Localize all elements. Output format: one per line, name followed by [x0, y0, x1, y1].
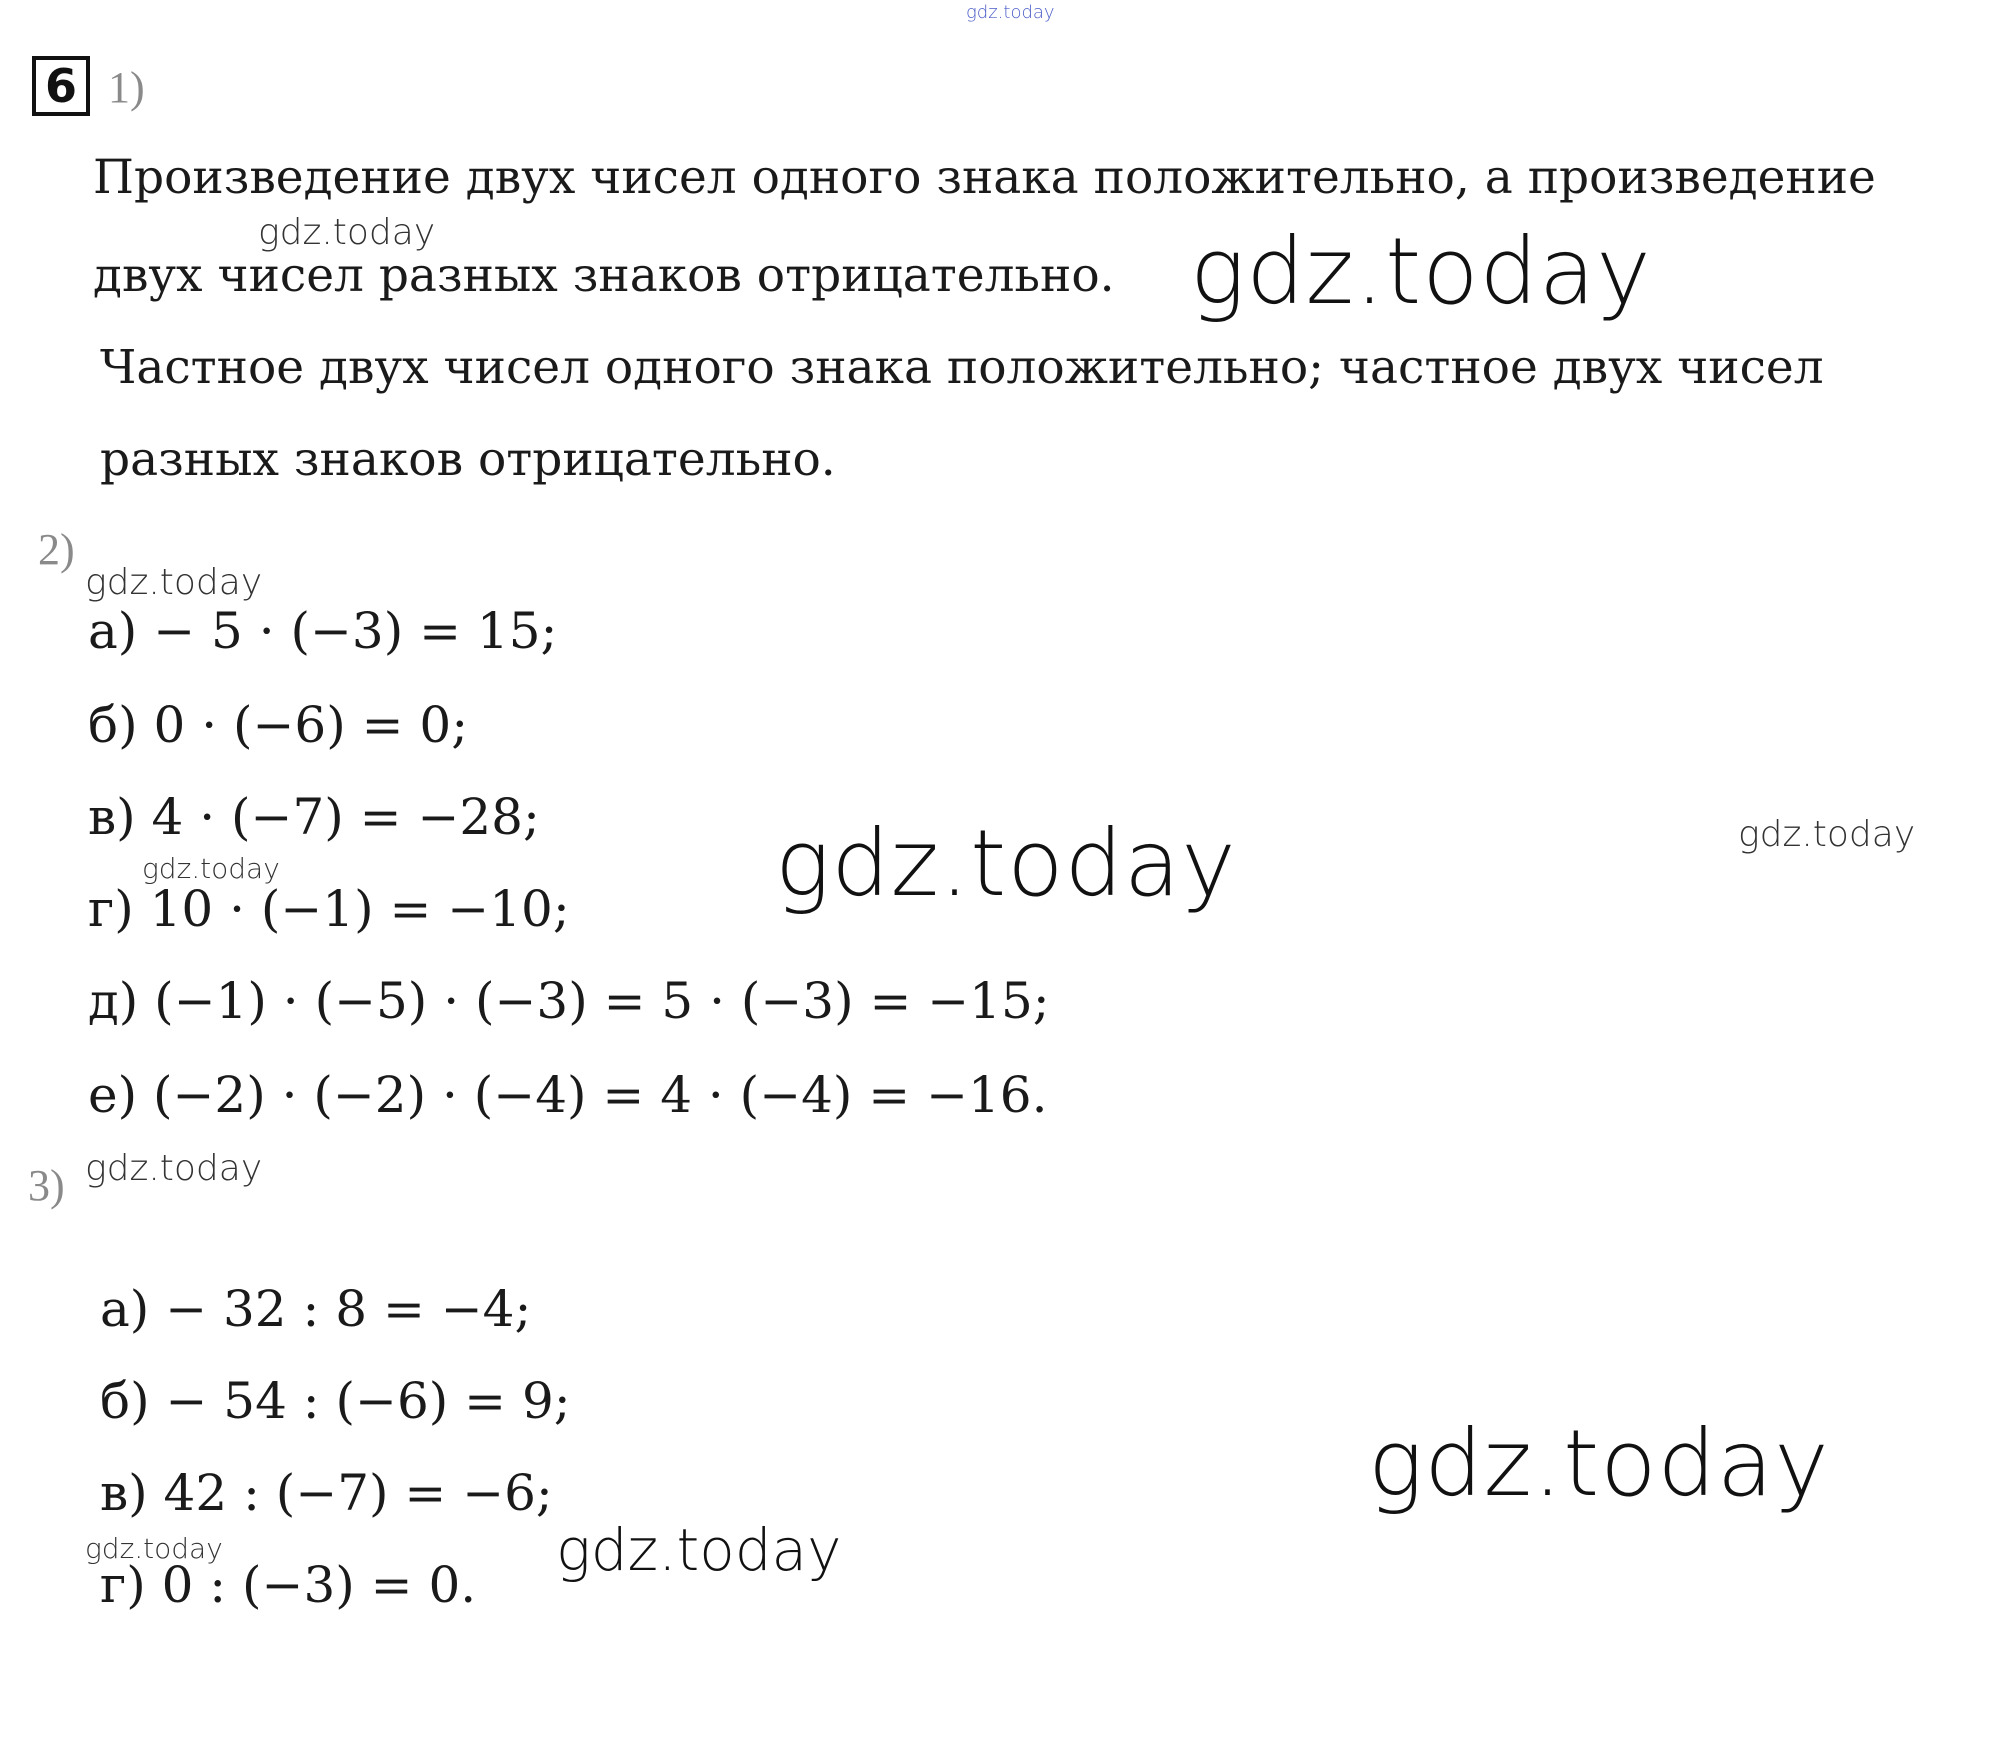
watermark-7: gdz.today [85, 1148, 263, 1189]
part-3-label: 3) [28, 1161, 65, 1210]
task-number-box: 6 [32, 56, 90, 116]
watermark-2: gdz.today [1190, 218, 1652, 325]
part-1-line-3: Частное двух чисел одного знака положительно; частное двух чисел [100, 340, 1824, 395]
part-1-line-1: Произведение двух чисел одного знака положительно, а произведение [93, 150, 1876, 205]
part-1-line-4: разных знаков отрицательно. [100, 432, 836, 487]
part-2-equation-b: б) 0 · (−6) = 0; [88, 696, 469, 754]
watermark-3: gdz.today [85, 562, 263, 603]
part-3-equation-b: б) − 54 : (−6) = 9; [100, 1372, 571, 1430]
part-3-equation-a: а) − 32 : 8 = −4; [100, 1280, 532, 1338]
watermark-top: gdz.today [966, 2, 1055, 23]
watermark-9: gdz.today [85, 1532, 223, 1565]
part-2-equation-a: а) − 5 · (−3) = 15; [88, 602, 558, 660]
watermark-4: gdz.today [142, 852, 280, 885]
part-1-line-2: двух чисел разных знаков отрицательно. [93, 248, 1115, 303]
part-2-equation-g: г) 10 · (−1) = −10; [88, 880, 570, 938]
watermark-8: gdz.today [1368, 1410, 1830, 1517]
part-2-label: 2) [38, 525, 75, 574]
watermark-10: gdz.today [556, 1516, 842, 1584]
part-2-equation-d: д) (−1) · (−5) · (−3) = 5 · (−3) = −15; [88, 972, 1050, 1030]
watermark-6: gdz.today [1738, 814, 1916, 855]
part-2-equation-v: в) 4 · (−7) = −28; [88, 788, 540, 846]
part-3-equation-v: в) 42 : (−7) = −6; [100, 1464, 553, 1522]
part-2-equation-e: е) (−2) · (−2) · (−4) = 4 · (−4) = −16. [88, 1066, 1048, 1124]
watermark-1: gdz.today [258, 212, 436, 253]
part-3-equation-g: г) 0 : (−3) = 0. [100, 1556, 477, 1614]
part-1-label: 1) [108, 63, 145, 112]
watermark-5: gdz.today [775, 810, 1237, 917]
